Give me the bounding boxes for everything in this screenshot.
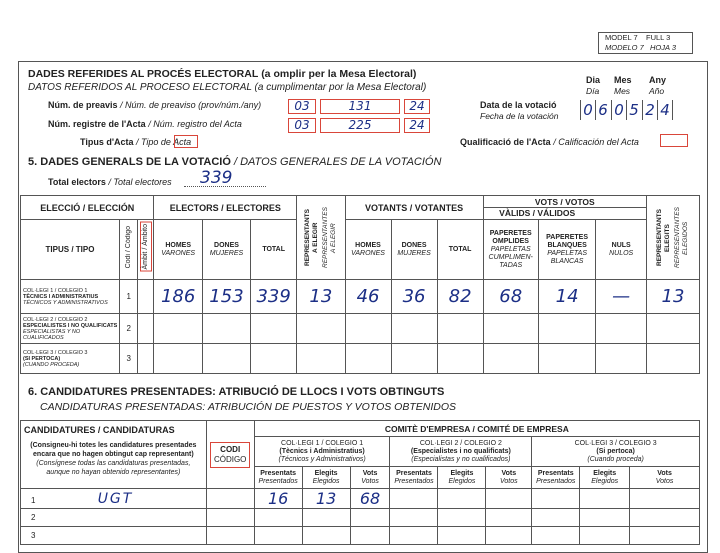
row-label-c: (CUANDO PROCEDA) [23, 361, 80, 368]
vots-ca: Vots [657, 469, 672, 477]
eleg-es: Elegidos [448, 477, 476, 485]
cell-empty[interactable] [630, 489, 700, 509]
vots-title: VOTS / VOTOS [484, 197, 646, 208]
cand-cell[interactable] [21, 527, 207, 545]
cell-total-electors[interactable]: 339 [251, 280, 297, 314]
sub-header [390, 467, 438, 489]
cell-elegits[interactable]: 13 [302, 489, 350, 509]
cell-nuls[interactable]: — [596, 280, 647, 314]
cand-codi[interactable] [206, 527, 254, 545]
omplides-ca: PAPERETES OMPLIDES [489, 229, 532, 245]
preavis-any-field[interactable]: 24 [404, 99, 430, 114]
cand-cell[interactable] [21, 509, 207, 527]
model-line-ca: MODEL 7 FULL 3 [605, 33, 671, 42]
preavis-num-field[interactable]: 131 [320, 99, 400, 114]
eleccio-header: ELECCIÓ / ELECCIÓN [21, 196, 154, 220]
cell-empty[interactable] [154, 314, 202, 344]
v-homes-ca: HOMES [355, 241, 381, 249]
registre-any-field[interactable]: 24 [404, 118, 430, 133]
votacio-table [20, 195, 700, 374]
colegi-2-header [390, 437, 532, 467]
pres-es: Presentados [394, 477, 434, 485]
cell-empty[interactable] [390, 489, 438, 509]
nuls-header [596, 220, 647, 280]
data-votacio-label-es: Fecha de la votación [480, 111, 559, 121]
cell-empty[interactable] [202, 344, 250, 374]
cand-note-es: (Consígnese todas las candidaturas presentadas, aunque no hayan obtenido representantes) [36, 460, 191, 476]
dades-title-ca: DADES REFERIDES AL PROCÉS ELECTORAL [28, 68, 259, 80]
dones-es: MUJERES [209, 249, 244, 257]
table-row [21, 344, 700, 374]
cell-v-dones[interactable]: 36 [391, 280, 437, 314]
total-votants-header: TOTAL [437, 220, 483, 280]
cell-empty[interactable] [254, 527, 302, 545]
cell-empty[interactable] [297, 314, 345, 344]
row-codi: 3 [119, 344, 137, 374]
pres-es: Presentados [258, 477, 298, 485]
mes-label-es: Mes [614, 86, 631, 96]
dia-label-es: Día [586, 86, 600, 96]
omplides-es: PAPELETAS CUMPLIMEN-TADAS [488, 245, 533, 269]
eleg-ca: Elegits [450, 469, 474, 477]
cell-empty[interactable] [580, 509, 630, 527]
cell-empty[interactable] [302, 509, 350, 527]
cell-empty[interactable] [538, 344, 596, 374]
row-codi: 2 [119, 314, 137, 344]
nuls-es: NULOS [609, 249, 634, 257]
preavis-label-es: / Núm. de preaviso (prov/núm./any) [120, 100, 262, 110]
date-digit: 6 [595, 100, 610, 120]
total-electors-header: TOTAL [251, 220, 297, 280]
cand-codi[interactable] [206, 509, 254, 527]
vots-es: Votos [500, 477, 518, 485]
dones-header [202, 220, 250, 280]
row-codi: 1 [119, 280, 137, 314]
qualificacio-field[interactable] [660, 134, 688, 147]
cell-empty[interactable] [630, 509, 700, 527]
table-row [21, 509, 700, 527]
preavis-label [48, 100, 261, 110]
registre-label-es: / Núm. registro del Acta [148, 119, 242, 129]
registre-label-ca: Núm. registre de l'Acta [48, 119, 146, 129]
total-electors-value[interactable]: 339 [200, 168, 233, 188]
colegi-2-l1: COL·LEGI 2 / COLEGIO 2 [419, 439, 502, 447]
sub-header [580, 467, 630, 489]
row-label-a: COL·LEGI 2 / COLEGIO 2 [23, 316, 88, 323]
preavis-prov-field[interactable]: 03 [288, 99, 316, 114]
repr-elegir-es: REPRESENTANTES A ELEGIR [321, 206, 337, 268]
blanques-header [538, 220, 596, 280]
cand-num: 3 [31, 531, 36, 540]
cell-empty[interactable] [438, 509, 486, 527]
registre-num-field[interactable]: 225 [320, 118, 400, 133]
cell-empty[interactable] [390, 527, 438, 545]
row-label-a: COL·LEGI 1 / COLEGIO 1 [23, 287, 88, 294]
cell-repr-elegir[interactable]: 13 [297, 280, 345, 314]
candidatures-table [20, 420, 700, 545]
tipus-header: TIPUS / TIPO [21, 220, 120, 280]
cand-note-ca: (Consigneu-hi totes les candidatures presentades encara que no hagen obtingut cap representant) [30, 442, 197, 458]
model-line-es: MODELO 7 HOJA 3 [605, 43, 676, 52]
cell-empty[interactable] [437, 344, 483, 374]
v-dones-ca: DONES [401, 241, 427, 249]
v-homes-header [345, 220, 391, 280]
colegi-1-header [254, 437, 390, 467]
tipus-acta-label-es: / Tipo de Acta [136, 137, 192, 147]
total-electors-label-es: / Total electores [108, 177, 172, 187]
vots-ca: Vots [501, 469, 517, 477]
row-label [21, 344, 120, 374]
cell-empty[interactable] [350, 527, 390, 545]
v-homes-es: VARONES [351, 249, 385, 257]
eleg-es: Elegidos [591, 477, 619, 485]
cell-omplides[interactable]: 68 [483, 280, 538, 314]
colegi-2-l2: (Especialistes i no qualificats) [410, 447, 511, 455]
vots-ca: Vots [362, 469, 378, 477]
cell-empty[interactable] [251, 344, 297, 374]
qualificacio-label-ca: Qualificació de l'Acta [460, 137, 551, 147]
repr-elegits-header [646, 196, 699, 280]
cand-name: UGT [97, 490, 134, 507]
colegi-3-header [532, 437, 700, 467]
pres-ca: Presentats [537, 469, 574, 477]
codi-header [119, 220, 137, 280]
pres-ca: Presentats [260, 469, 297, 477]
cell-total-votants[interactable]: 82 [437, 280, 483, 314]
cell-empty[interactable] [391, 314, 437, 344]
section5-title [28, 156, 441, 168]
sub-header [532, 467, 580, 489]
sub-header [486, 467, 532, 489]
registre-prov-field[interactable]: 03 [288, 118, 316, 133]
cell-elegits[interactable]: 13 [646, 280, 699, 314]
any-label-ca: Any [649, 75, 667, 85]
cell-homes[interactable]: 186 [154, 280, 202, 314]
cell-empty[interactable] [486, 527, 532, 545]
vots-es: Votos [361, 477, 379, 485]
cell-empty[interactable] [345, 314, 391, 344]
cell-empty[interactable] [438, 527, 486, 545]
row-label-b: ESPECIALISTES I NO QUALIFICATS [23, 322, 118, 329]
homes-es: VARONES [161, 249, 196, 257]
colegi-1-l3: (Técnicos y Administrativos) [278, 455, 366, 463]
section5-title-es: / DATOS GENERALES DE LA VOTACIÓN [233, 156, 442, 168]
row-label-c: TÉCNICOS Y ADMINISTRATIVOS [23, 299, 108, 306]
registre-label [48, 119, 242, 129]
qualificacio-label [460, 137, 639, 147]
row-label [21, 314, 120, 344]
preavis-label-ca: Núm. de preavis [48, 100, 118, 110]
table-row [21, 527, 700, 545]
cell-empty[interactable] [437, 314, 483, 344]
cell-empty[interactable] [297, 344, 345, 374]
qualificacio-label-es: / Calificación del Acta [553, 137, 639, 147]
colegi-2-l3: (Especialistas y no cualificados) [411, 455, 511, 463]
codi-label: CODI [220, 444, 241, 454]
table-row [21, 280, 700, 314]
ambit-header [138, 220, 154, 280]
v-dones-header [391, 220, 437, 280]
cand-num: 2 [31, 513, 36, 522]
cell-empty[interactable] [532, 489, 580, 509]
colegi-1-l2: (Tècnics i Administratius) [279, 447, 365, 455]
sub-header [438, 467, 486, 489]
total-electors-label [48, 177, 172, 187]
cand-cell[interactable] [21, 489, 207, 509]
cell-empty[interactable] [391, 344, 437, 374]
total-electors-label-ca: Total electors [48, 177, 106, 187]
date-digit: 5 [626, 100, 641, 120]
cell-dones[interactable]: 153 [202, 280, 250, 314]
cell-empty[interactable] [532, 527, 580, 545]
cell-empty[interactable] [580, 489, 630, 509]
cell-empty[interactable] [630, 527, 700, 545]
homes-ca: HOMES [165, 241, 191, 249]
cell-empty[interactable] [251, 314, 297, 344]
cell-empty[interactable] [438, 489, 486, 509]
table-row [21, 314, 700, 344]
dades-title [28, 68, 416, 80]
tipus-acta-field[interactable] [174, 135, 198, 148]
date-field[interactable] [578, 100, 674, 120]
section6-title-es: CANDIDATURAS PRESENTADAS: ATRIBUCIÓN DE PUESTOS Y VOTOS OBTENIDOS [40, 401, 456, 413]
vots-es: Votos [655, 477, 674, 485]
row-ambit[interactable] [138, 314, 154, 344]
eleg-es: Elegidos [312, 477, 340, 485]
cand-header [21, 421, 207, 489]
votants-header: VOTANTS / VOTANTES [345, 196, 483, 220]
valids-title: VÀLIDS / VÁLIDOS [499, 208, 576, 218]
cell-empty[interactable] [483, 344, 538, 374]
homes-header [154, 220, 202, 280]
dades-title-ca-note: (a omplir per la Mesa Electoral) [261, 68, 417, 80]
cell-empty[interactable] [646, 344, 699, 374]
codi-header-6 [206, 421, 254, 489]
colegi-3-l3: (Cuando proceda) [587, 455, 644, 463]
blanques-es: PAPELETAS BLANCAS [547, 249, 587, 265]
dones-ca: DONES [214, 241, 239, 249]
date-digit: 4 [657, 100, 673, 120]
cell-empty[interactable] [350, 509, 390, 527]
sub-header [254, 467, 302, 489]
vots-header [483, 196, 646, 220]
cell-presentats[interactable]: 16 [254, 489, 302, 509]
row-label-c: ESPECIALISTAS Y NO CUALIFICADOS [23, 328, 81, 341]
codi-header-text: Codi / Código [124, 225, 132, 269]
date-digit: 0 [580, 100, 595, 120]
cell-empty[interactable] [532, 509, 580, 527]
cell-empty[interactable] [483, 314, 538, 344]
cell-empty[interactable] [596, 344, 647, 374]
repr-elegir-header [297, 196, 345, 280]
cand-header-title: CANDIDATURES / CANDIDATURAS [24, 425, 175, 435]
repr-elegir-ca: REPRESENTANTS A ELEGIR [303, 209, 319, 266]
colegi-3-l2: (Si pertoca) [596, 447, 635, 455]
sub-header [350, 467, 390, 489]
row-label [21, 280, 120, 314]
cell-empty[interactable] [596, 314, 647, 344]
cell-empty[interactable] [254, 509, 302, 527]
cell-empty[interactable] [202, 314, 250, 344]
cell-empty[interactable] [154, 344, 202, 374]
eleg-ca: Elegits [593, 469, 617, 477]
cell-empty[interactable] [302, 527, 350, 545]
row-ambit[interactable] [138, 344, 154, 374]
row-label-b: (SI PERTOCA) [23, 355, 61, 362]
date-digit: 0 [611, 100, 626, 120]
repr-elegits-es: REPRESENTANTES ELEGIDOS [673, 206, 689, 268]
model-box [598, 32, 693, 54]
ambit-header-text: Àmbit / Ámbito [140, 222, 152, 272]
pres-es: Presentados [536, 477, 576, 485]
tipus-acta-label-ca: Tipus d'Acta [80, 137, 134, 147]
table-row [21, 489, 700, 509]
section5-title-ca: 5. DADES GENERALS DE LA VOTACIÓ [28, 156, 231, 168]
electors-header: ELECTORS / ELECTORES [154, 196, 297, 220]
sub-header [630, 467, 700, 489]
colegi-3-l1: COL·LEGI 3 / COLEGIO 3 [574, 439, 657, 447]
mes-label-ca: Mes [614, 75, 632, 85]
sub-header [302, 467, 350, 489]
omplides-header [483, 220, 538, 280]
cand-num: 1 [31, 495, 36, 505]
comite-header: COMITÈ D'EMPRESA / COMITÉ DE EMPRESA [254, 421, 699, 437]
dades-title-es: DATOS REFERIDOS AL PROCESO ELECTORAL (a cumplimentar por la Mesa Electoral) [28, 82, 427, 93]
repr-elegits-ca: REPRESENTANTS ELEGITS [655, 209, 671, 266]
pres-ca: Presentats [396, 469, 432, 477]
cell-empty[interactable] [538, 314, 596, 344]
cand-codi[interactable] [206, 489, 254, 509]
v-dones-es: MUJERES [397, 249, 431, 257]
dia-label-ca: Dia [586, 75, 601, 85]
cell-empty[interactable] [486, 509, 532, 527]
eleg-ca: Elegits [314, 469, 338, 477]
section6-title-ca: 6. CANDIDATURES PRESENTADES: ATRIBUCIÓ DE LLOCS I VOTS OBTINGUTS [28, 386, 445, 398]
row-label-b: TÈCNICS I ADMINISTRATIUS [23, 293, 99, 300]
date-digit: 2 [642, 100, 657, 120]
cell-blanques[interactable]: 14 [538, 280, 596, 314]
codigo-label: CÓDIGO [213, 454, 247, 464]
colegi-1-l1: COL·LEGI 1 / COLEGIO 1 [281, 439, 364, 447]
row-ambit[interactable] [138, 280, 154, 314]
cell-empty[interactable] [486, 489, 532, 509]
cell-v-homes[interactable]: 46 [345, 280, 391, 314]
cell-empty[interactable] [646, 314, 699, 344]
cell-empty[interactable] [345, 344, 391, 374]
cell-empty[interactable] [580, 527, 630, 545]
row-label-a: COL·LEGI 3 / COLEGIO 3 [23, 349, 88, 356]
data-votacio-label-ca: Data de la votació [480, 100, 557, 110]
any-label-es: Año [649, 86, 665, 96]
blanques-ca: PAPERETES BLANQUES [546, 233, 589, 249]
nuls-ca: NULS [611, 241, 631, 249]
cell-empty[interactable] [390, 509, 438, 527]
cell-vots[interactable]: 68 [350, 489, 390, 509]
